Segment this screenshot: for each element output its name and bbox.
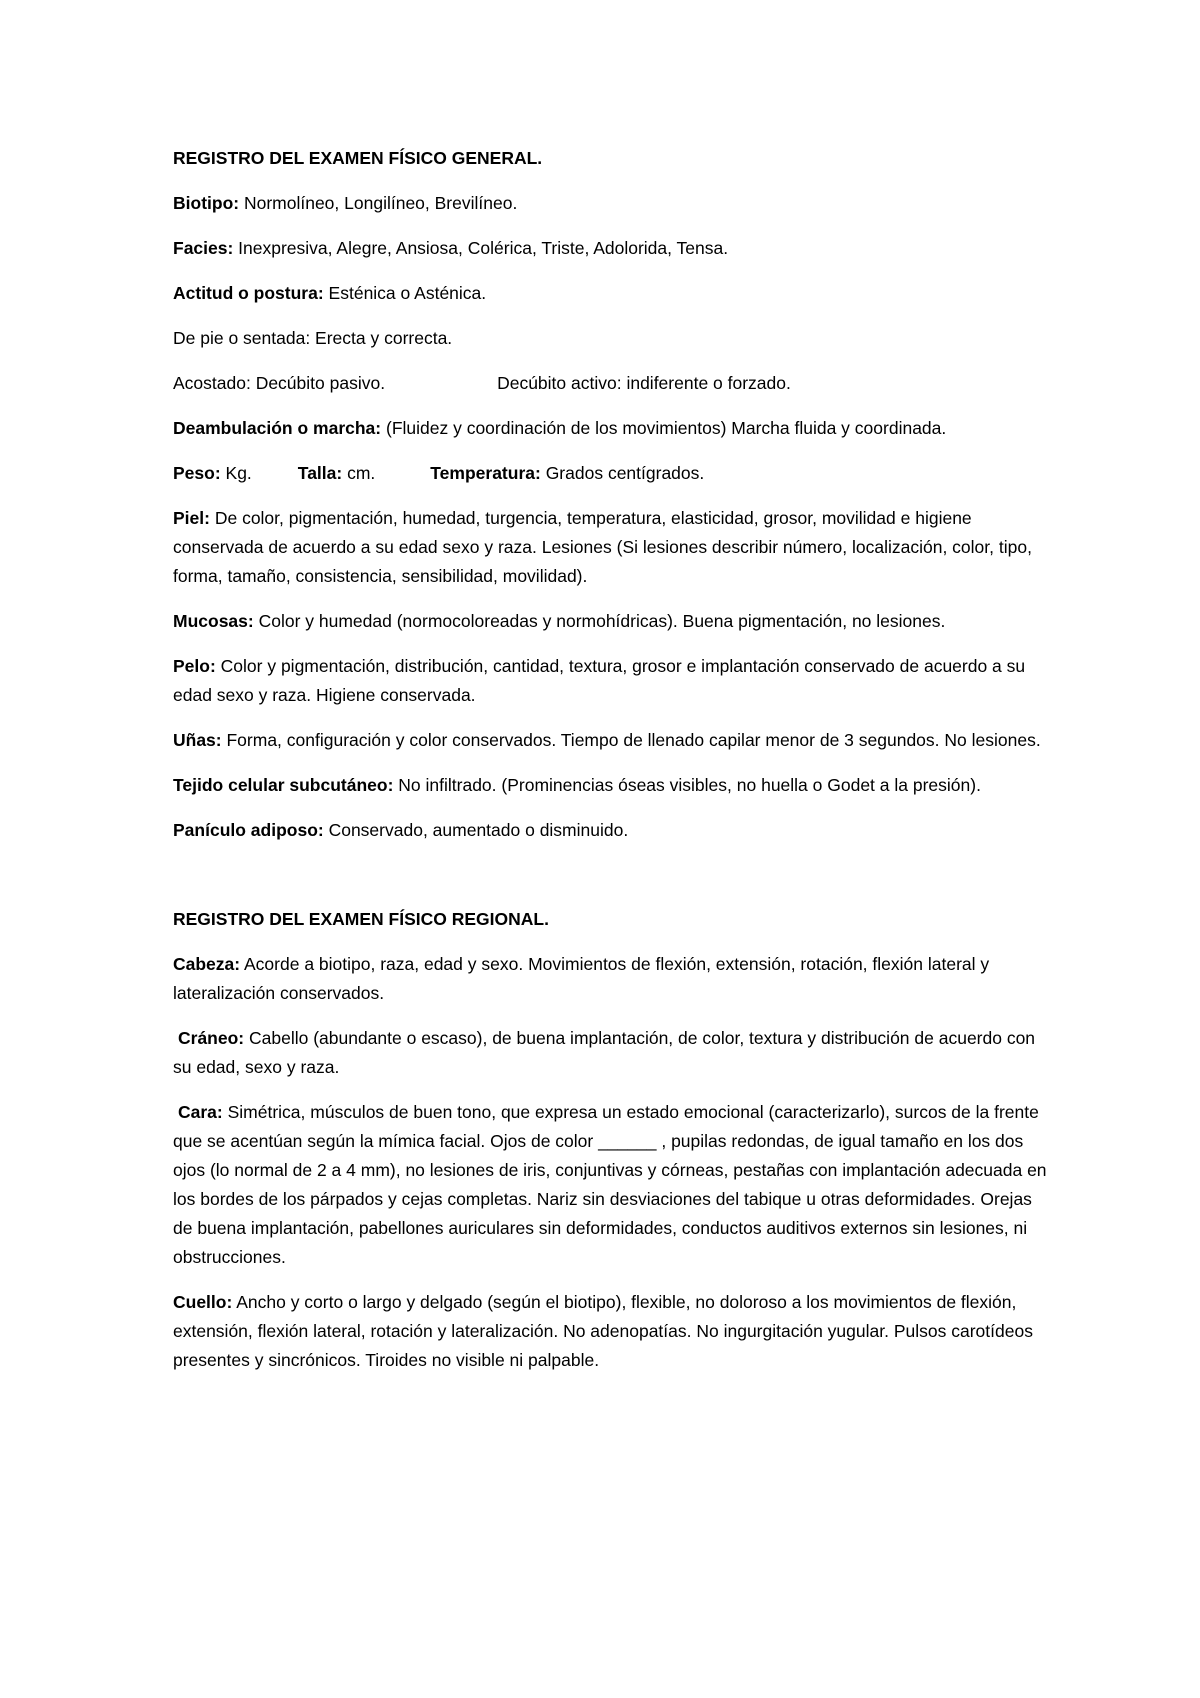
tejido-paragraph <box>173 771 1053 800</box>
facies-label: Facies: <box>173 238 234 258</box>
deambulacion-paragraph <box>173 414 1053 443</box>
document-body <box>173 144 1053 1391</box>
section-spacer <box>173 861 1053 905</box>
acostado-paragraph <box>173 369 1053 398</box>
temperatura-label: Temperatura: <box>430 463 541 483</box>
mucosas-paragraph <box>173 607 1053 636</box>
biotipo-text: Normolíneo, Longilíneo, Brevilíneo. <box>239 193 518 213</box>
temperatura-text: Grados centígrados. <box>540 463 705 483</box>
facies-text: Inexpresiva, Alegre, Ansiosa, Colérica, Triste, Adolorida, Tensa. <box>233 238 729 258</box>
unas-paragraph <box>173 726 1053 755</box>
piel-text: De color, pigmentación, humedad, turgencia, temperatura, elasticidad, grosor, movilidad e higiene conservada de acuerdo a su edad sexo y raza. Lesiones (Si lesiones describir número, localización, color, tipo, forma, tamaño, consistencia, sensibilidad, movilidad). <box>173 508 1032 586</box>
paniculo-text: Conservado, aumentado o disminuido. <box>323 820 629 840</box>
unas-text: Forma, configuración y color conservados. Tiempo de llenado capilar menor de 3 segundos. No lesiones. <box>221 730 1041 750</box>
pelo-label: Pelo: <box>173 656 216 676</box>
talla-text: cm. <box>342 463 376 483</box>
de-pie-paragraph <box>173 324 1053 353</box>
deambulacion-text: (Fluidez y coordinación de los movimientos) Marcha fluida y coordinada. <box>381 418 947 438</box>
cara-label: Cara: <box>178 1102 223 1122</box>
cuello-text: Ancho y corto o largo y delgado (según el biotipo), flexible, no doloroso a los movimientos de flexión, extensión, flexión lateral, rotación y lateralización. No adenopatías. No ingurgitación yugular. Pulsos carotídeos presentes y sincrónicos. Tiroides no visible ni palpable. <box>173 1292 1033 1370</box>
paniculo-paragraph <box>173 816 1053 845</box>
cabeza-paragraph <box>173 950 1053 1008</box>
cabeza-label: Cabeza: <box>173 954 241 974</box>
mucosas-text: Color y humedad (normocoloreadas y normohídricas). Buena pigmentación, no lesiones. <box>253 611 946 631</box>
biotipo-label: Biotipo: <box>173 193 240 213</box>
acostado-pasivo-text: Acostado: Decúbito pasivo. <box>173 373 386 393</box>
cara-paragraph <box>173 1098 1053 1272</box>
craneo-text: Cabello (abundante o escaso), de buena implantación, de color, textura y distribución de acuerdo con su edad, sexo y raza. <box>173 1028 1036 1077</box>
pelo-paragraph <box>173 652 1053 710</box>
unas-label: Uñas: <box>173 730 222 750</box>
piel-label: Piel: <box>173 508 210 528</box>
deambulacion-label: Deambulación o marcha: <box>173 418 382 438</box>
acostado-activo-text: Decúbito activo: indiferente o forzado. <box>497 373 791 393</box>
actitud-label: Actitud o postura: <box>173 283 324 303</box>
regional-exam-title: REGISTRO DEL EXAMEN FÍSICO REGIONAL. <box>173 909 549 929</box>
paniculo-label: Panículo adiposo: <box>173 820 324 840</box>
peso-text: Kg. <box>220 463 252 483</box>
de-pie-text: De pie o sentada: Erecta y correcta. <box>173 328 453 348</box>
peso-label: Peso: <box>173 463 221 483</box>
actitud-paragraph <box>173 279 1053 308</box>
medidas-paragraph <box>173 459 1053 488</box>
craneo-paragraph <box>173 1024 1053 1082</box>
actitud-text: Esténica o Asténica. <box>323 283 487 303</box>
tejido-label: Tejido celular subcutáneo: <box>173 775 394 795</box>
mucosas-label: Mucosas: <box>173 611 254 631</box>
facies-paragraph <box>173 234 1053 263</box>
general-exam-title: REGISTRO DEL EXAMEN FÍSICO GENERAL. <box>173 148 543 168</box>
biotipo-paragraph <box>173 189 1053 218</box>
pelo-text: Color y pigmentación, distribución, cantidad, textura, grosor e implantación conservado de acuerdo a su edad sexo y raza. Higiene conservada. <box>173 656 1026 705</box>
talla-label: Talla: <box>297 463 343 483</box>
craneo-label: Cráneo: <box>178 1028 245 1048</box>
piel-paragraph <box>173 504 1053 591</box>
cuello-paragraph <box>173 1288 1053 1375</box>
cuello-label: Cuello: <box>173 1292 233 1312</box>
cara-text: Simétrica, músculos de buen tono, que expresa un estado emocional (caracterizarlo), surcos de la frente que se acentúan según la mímica facial. Ojos de color ______ , pupilas redondas, de igual tamaño en los dos ojos (lo normal de 2 a 4 mm), no lesiones de iris, conjuntivas y córneas, pestañas con implantación adecuada en los bordes de los párpados y cejas completas. Nariz sin desviaciones del tabique u otras deformidades. Orejas de buena implantación, pabellones auriculares sin deformidades, conductos auditivos externos sin lesiones, ni obstrucciones. <box>173 1102 1047 1267</box>
cabeza-text: Acorde a biotipo, raza, edad y sexo. Movimientos de flexión, extensión, rotación, flexión lateral y lateralización conservados. <box>173 954 990 1003</box>
tejido-text: No infiltrado. (Prominencias óseas visibles, no huella o Godet a la presión). <box>393 775 981 795</box>
